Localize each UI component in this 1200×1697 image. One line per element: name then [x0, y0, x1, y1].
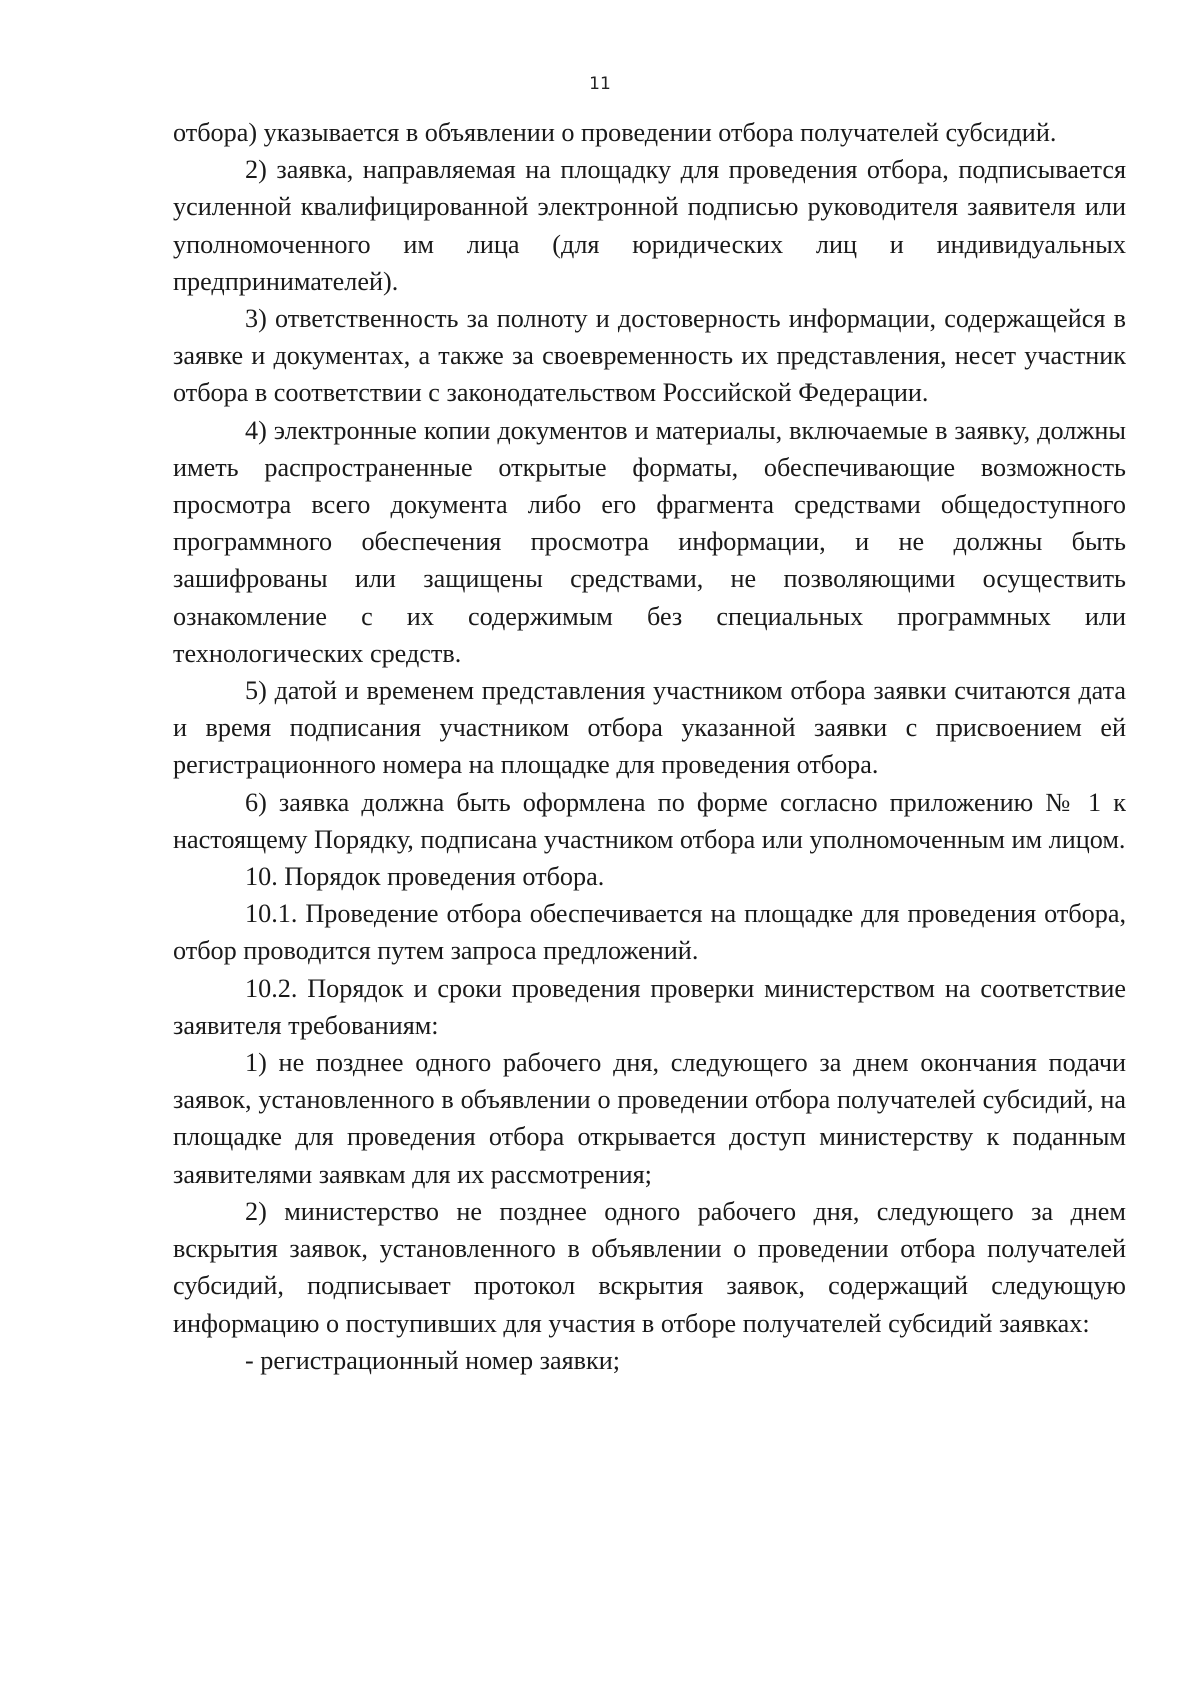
paragraph: отбора) указывается в объявлении о проведении отбора получателей субсидий. — [173, 118, 1057, 147]
paragraph: 2) заявка, направляемая на площадку для проведения отбора, подписывается усиленной квалифицированной электронной подписью руководителя заявителя или уполномоченного им лица (для юридических лиц и индивидуальных предпринимателей). — [173, 155, 1126, 296]
list-item: - регистрационный номер заявки; — [245, 1345, 620, 1375]
paragraph: 10.2. Порядок и сроки проведения проверки министерством на соответствие заявителя требованиям: — [173, 973, 1126, 1040]
paragraph: 2) министерство не позднее одного рабочего дня, следующего за днем вскрытия заявок, установленного в объявлении о проведении отбора получателей субсидий, подписывает протокол вскрытия заявок, содержащий следующую информацию о поступивших для участия в отборе получателей субсидий заявках: — [173, 1196, 1126, 1338]
paragraph: 5) датой и временем представления участником отбора заявки считаются дата и время подписания участником отбора указанной заявки с присвоением ей регистрационного номера на площадке для проведения отбора. — [173, 676, 1126, 780]
page-number: 11 — [589, 74, 611, 94]
paragraph: 4) электронные копии документов и материалы, включаемые в заявку, должны иметь распространенные открытые форматы, обеспечивающие возможность просмотра всего документа либо его фрагмента средствами общедоступного программного обеспечения просмотра информации, и не должны быть зашифрованы или защищены средствами, не позволяющими осуществить ознакомление с их содержимым без специальных программных или технологических средств. — [173, 415, 1126, 668]
paragraph: 1) не позднее одного рабочего дня, следующего за днем окончания подачи заявок, установленного в объявлении о проведении отбора получателей субсидий, на площадке для проведения отбора открывается доступ министерству к поданным заявителями заявкам для их рассмотрения; — [173, 1048, 1126, 1189]
paragraph: 3) ответственность за полноту и достоверность информации, содержащейся в заявке и документах, а также за своевременность их представления, несет участник отбора в соответствии с законодательством Российской Федерации. — [173, 304, 1126, 408]
paragraph: 10.1. Проведение отбора обеспечивается на площадке для проведения отбора, отбор проводится путем запроса предложений. — [173, 899, 1126, 966]
document-body — [173, 114, 1126, 1379]
paragraph: 6) заявка должна быть оформлена по форме согласно приложению № 1 к настоящему Порядку, подписана участником отбора или уполномоченным им лицом. — [173, 787, 1126, 854]
section-heading: 10. Порядок проведения отбора. — [245, 862, 605, 892]
